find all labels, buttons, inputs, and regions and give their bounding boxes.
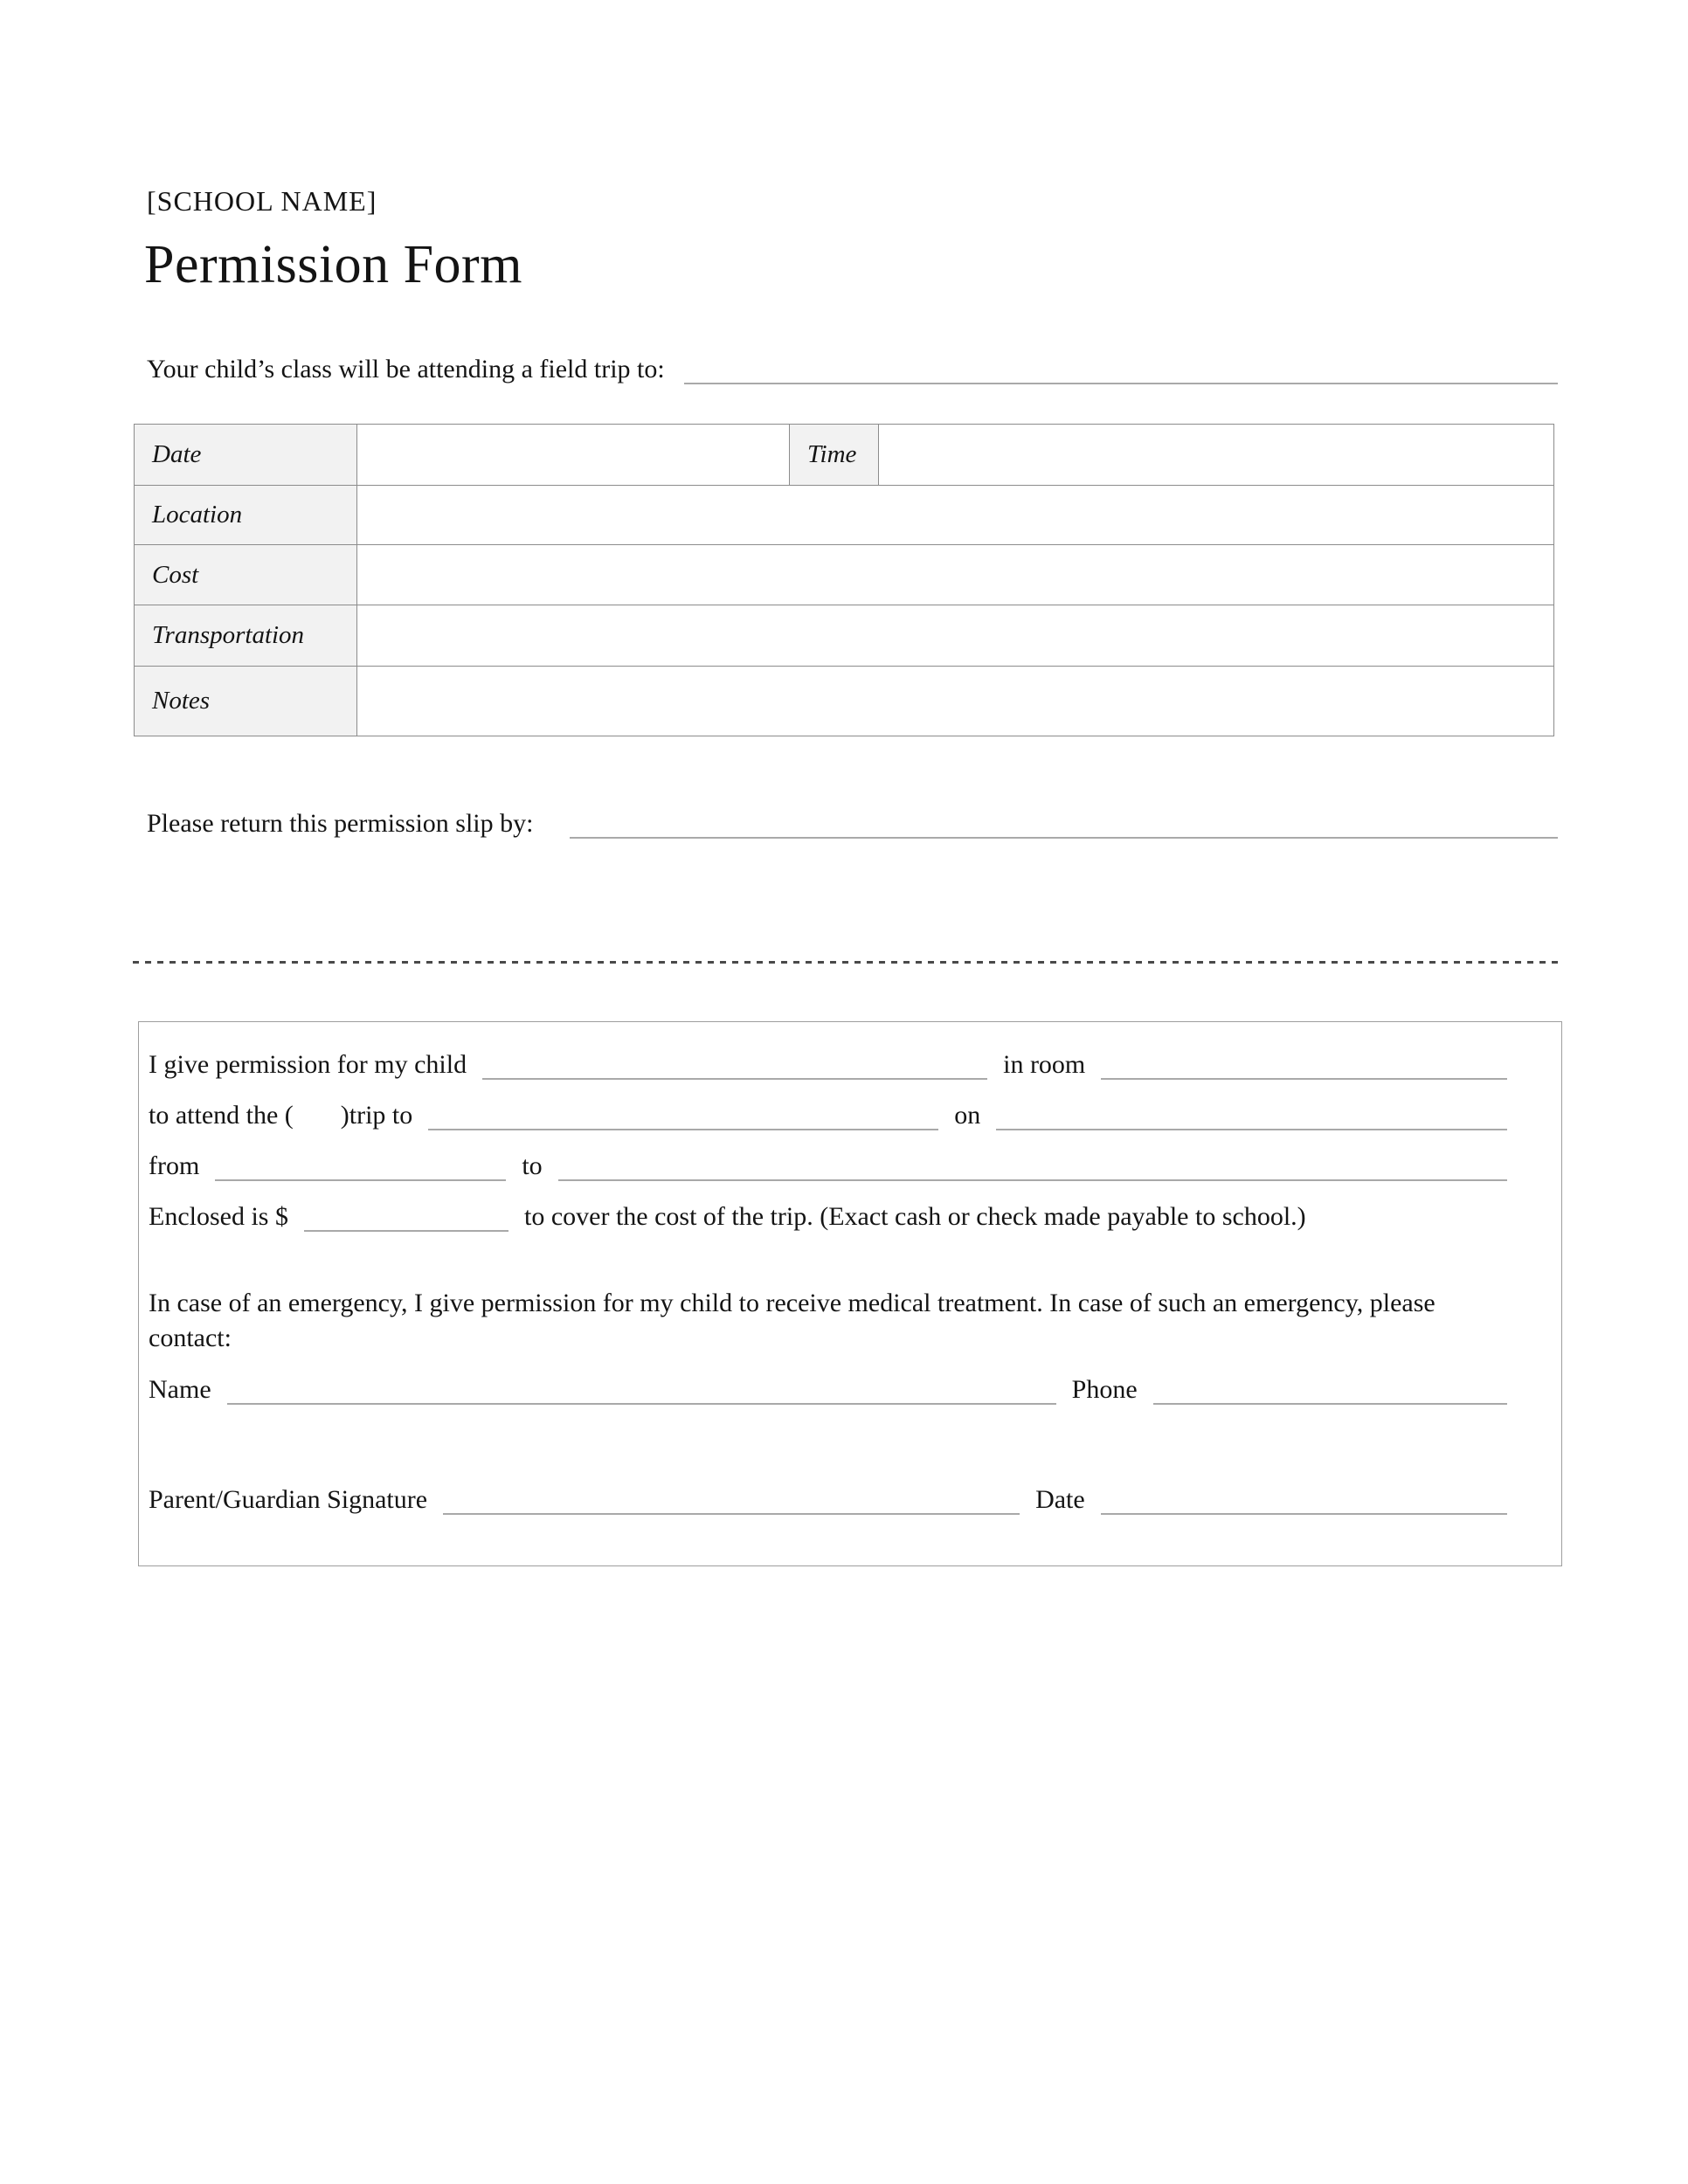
location-value-cell[interactable]	[357, 486, 1554, 545]
slip-line-trip	[149, 1094, 1523, 1144]
notes-label-cell: Notes	[135, 667, 357, 736]
slip-line-cost	[149, 1195, 1523, 1246]
field-trip-line	[147, 348, 1558, 384]
signature-label: Parent/Guardian Signature	[149, 1485, 428, 1514]
trip-details-table	[134, 424, 1554, 736]
permission-slip-box	[138, 1021, 1562, 1566]
table-row-location	[135, 486, 1554, 545]
school-name: [SCHOOL NAME]	[147, 185, 377, 217]
trip-to-label: )trip to	[340, 1101, 413, 1130]
notes-value-cell[interactable]	[357, 667, 1554, 736]
attend-open-paren-label: to attend the (	[149, 1101, 294, 1130]
emergency-contact-row	[149, 1368, 1523, 1412]
time-label-cell: Time	[790, 425, 879, 486]
location-label-cell: Location	[135, 486, 357, 545]
emergency-text: In case of an emergency, I give permission for my child to receive medical treatment. In case of such an emergency, please contact:	[149, 1289, 1435, 1352]
signature-blank[interactable]	[443, 1485, 1020, 1515]
enclosed-label: Enclosed is $	[149, 1202, 288, 1231]
child-name-blank[interactable]	[482, 1050, 987, 1080]
contact-phone-label: Phone	[1071, 1375, 1138, 1404]
to-label: to	[522, 1151, 543, 1180]
signature-date-label: Date	[1035, 1485, 1085, 1514]
cover-cost-label: to cover the cost of the trip. (Exact cash or check made payable to school.)	[523, 1202, 1306, 1231]
slip-line-times	[149, 1144, 1523, 1195]
time-value-cell[interactable]	[879, 425, 1554, 486]
date-label-cell: Date	[135, 425, 357, 486]
contact-name-blank[interactable]	[227, 1375, 1056, 1405]
contact-name-label: Name	[149, 1375, 211, 1404]
time-from-blank[interactable]	[215, 1151, 506, 1181]
enclosed-amount-blank[interactable]	[304, 1202, 508, 1232]
room-number-blank[interactable]	[1101, 1050, 1507, 1080]
contact-phone-blank[interactable]	[1153, 1375, 1507, 1405]
on-label: on	[954, 1101, 981, 1130]
cost-label-cell: Cost	[135, 545, 357, 605]
return-slip-line	[147, 802, 1558, 839]
signature-date-blank[interactable]	[1101, 1485, 1507, 1515]
field-trip-label: Your child’s class will be attending a field trip to:	[147, 355, 665, 384]
return-date-blank[interactable]	[570, 809, 1558, 839]
from-label: from	[149, 1151, 200, 1180]
give-permission-label: I give permission for my child	[149, 1050, 467, 1079]
in-room-label: in room	[1003, 1050, 1086, 1079]
transportation-value-cell[interactable]	[357, 605, 1554, 667]
time-to-blank[interactable]	[558, 1151, 1507, 1181]
return-slip-label: Please return this permission slip by:	[147, 809, 534, 838]
table-row-date-time	[135, 425, 1554, 486]
trip-date-blank[interactable]	[996, 1101, 1507, 1130]
table-row-notes	[135, 667, 1554, 736]
slip-line-child	[149, 1043, 1523, 1094]
field-trip-destination-blank[interactable]	[684, 355, 1558, 384]
page-title: Permission Form	[144, 235, 522, 294]
trip-destination-blank[interactable]	[428, 1101, 938, 1130]
table-row-cost	[135, 545, 1554, 605]
cost-value-cell[interactable]	[357, 545, 1554, 605]
date-value-cell[interactable]	[357, 425, 790, 486]
table-row-transportation	[135, 605, 1554, 667]
signature-row	[149, 1478, 1523, 1522]
transportation-label-cell: Transportation	[135, 605, 357, 667]
cut-line-divider	[133, 961, 1558, 964]
